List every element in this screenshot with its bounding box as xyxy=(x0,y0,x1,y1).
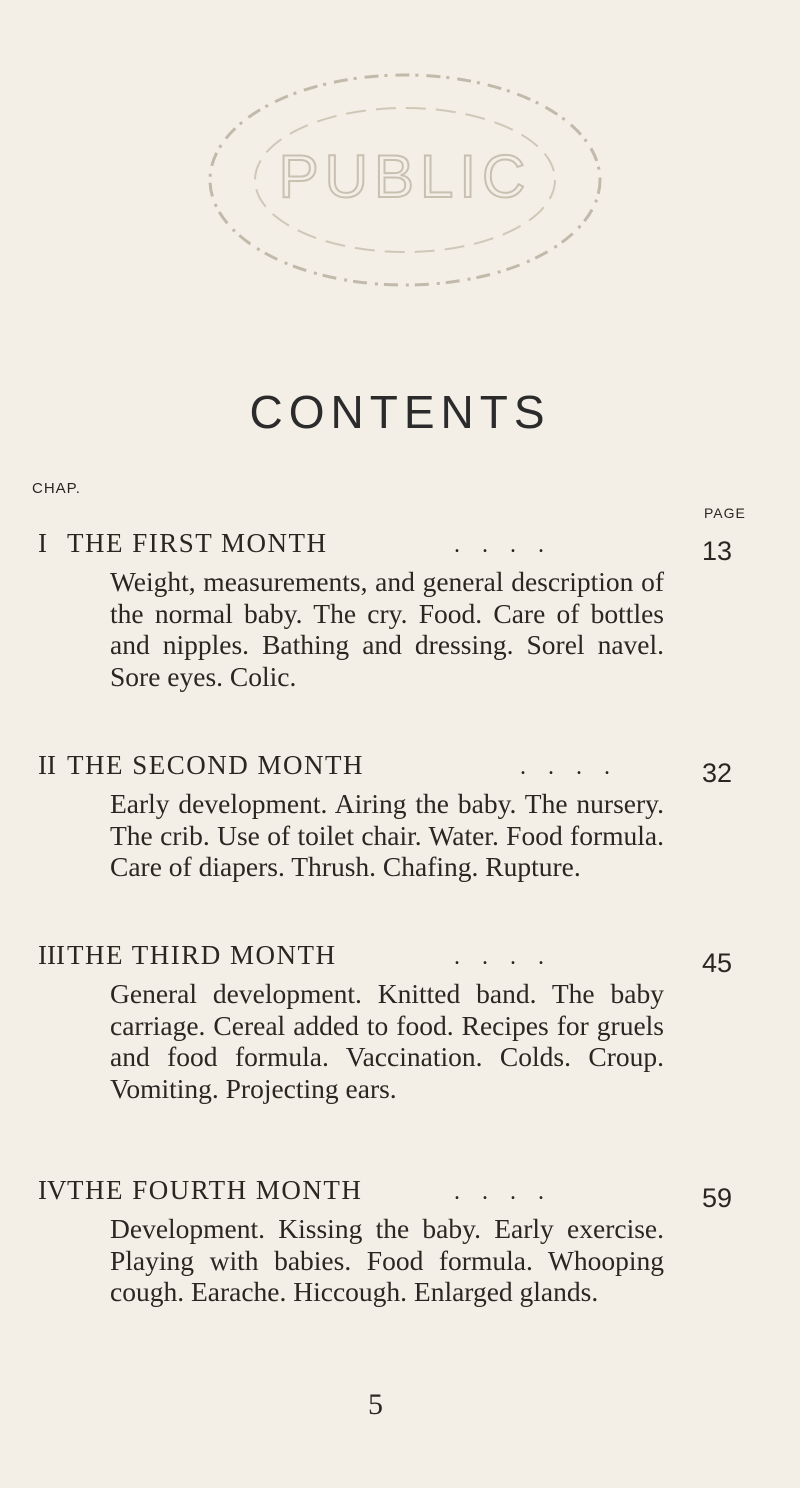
chapter-number: I xyxy=(38,528,47,558)
dot-leader: .... xyxy=(454,532,566,558)
stamp-text: PUBLIC xyxy=(278,143,532,210)
page-number: 5 xyxy=(368,1388,383,1421)
library-stamp xyxy=(195,62,615,297)
chapter-heading: THE FIRST MONTH xyxy=(67,528,328,558)
chapter-page: 45 xyxy=(702,948,733,978)
chapter-number: II xyxy=(38,750,56,780)
chapter-page: 59 xyxy=(702,1183,733,1213)
chapter-number: IV xyxy=(38,1175,67,1205)
page-column-header: PAGE xyxy=(704,505,746,521)
page-title: CONTENTS xyxy=(249,386,551,438)
chapter-description: Weight, measurements, and general description of the normal baby. The cry. Food. Care of bottles and nipples. Bathing and dressing. Sorel navel. Sore eyes. Colic. xyxy=(110,566,664,692)
chapter-heading: THE FOURTH MONTH xyxy=(67,1175,363,1205)
chapter-heading: THE THIRD MONTH xyxy=(67,940,337,970)
chapter-column-header: CHAP. xyxy=(32,480,81,497)
chapter-description: General development. Knitted band. The baby carriage. Cereal added to food. Recipes for gruels and food formula. Vaccination. Colds. Croup. Vomiting. Projecting ears. xyxy=(110,978,664,1104)
dot-leader: .... xyxy=(454,944,566,970)
chapter-heading: THE SECOND MONTH xyxy=(67,750,364,780)
dot-leader: .... xyxy=(520,754,632,780)
chapter-page: 13 xyxy=(702,536,733,566)
chapter-number: III xyxy=(38,940,65,970)
chapter-page: 32 xyxy=(702,758,733,788)
chapter-description: Development. Kissing the baby. Early exercise. Playing with babies. Food formula. Whooping cough. Earache. Hiccough. Enlarged glands. xyxy=(110,1213,664,1307)
dot-leader: .... xyxy=(454,1179,566,1205)
chapter-description: Early development. Airing the baby. The nursery. The crib. Use of toilet chair. Water. Food formula. Care of diapers. Thrush. Chafing. Rupture. xyxy=(110,788,664,882)
